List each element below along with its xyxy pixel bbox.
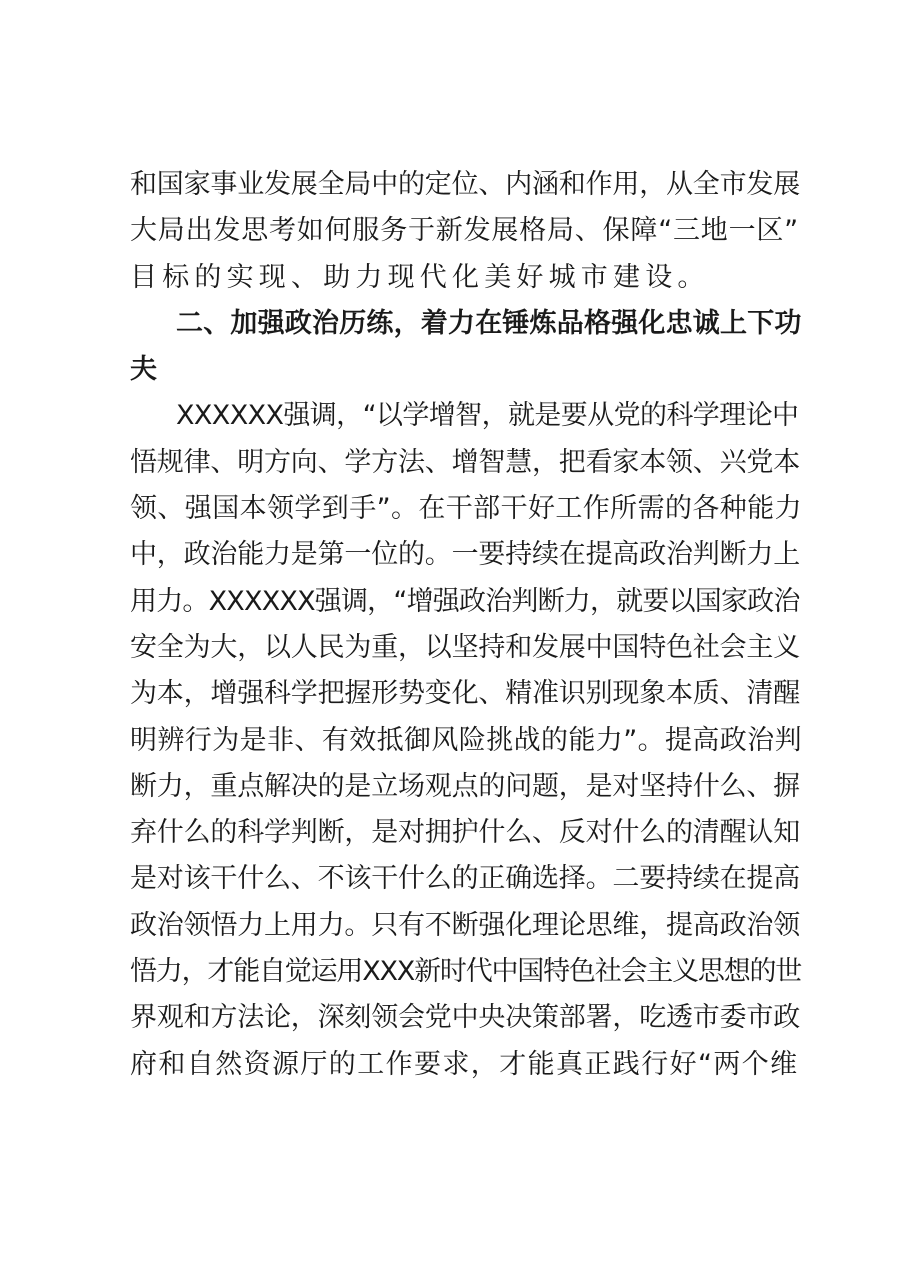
body-line: 用力。XXXXXX强调，“增强政治判断力，就要以国家政治 [130,585,800,617]
body-line: 府和自然资源厅的工作要求，才能真正践行好“两个维 [130,1048,799,1080]
body-line: 弃什么的科学判断，是对拥护什么、反对什么的清醒认知 [130,817,800,849]
paragraph-first-line: XXXXXX强调，“以学增智，就是要从党的科学理论中 [176,400,799,432]
section-heading-continued: 夫 [130,354,163,386]
body-line: 政治领悟力上用力。只有不断强化理论思维，提高政治领 [130,909,800,941]
body-line: 悟力，才能自觉运用XXX新时代中国特色社会主义思想的世 [130,956,802,988]
body-line: 和国家事业发展全局中的定位、内涵和作用，从全市发展 [130,169,800,200]
body-line: 中，政治能力是第一位的。一要持续在提高政治判断力上 [130,539,800,571]
body-line: 界观和方法论，深刻领会党中央决策部署，吃透市委市政 [130,1002,800,1034]
body-line: 领、强国本领学到手”。在干部干好工作所需的各种能力 [130,493,802,525]
body-line: 断力，重点解决的是立场观点的问题，是对坚持什么、摒 [130,770,800,802]
body-line: 悟规律、明方向、学方法、增智慧，把看家本领、兴党本 [130,446,800,478]
body-line: 大局出发思考如何服务于新发展格局、保障“三地一区” [130,215,799,247]
body-line: 目标的实现、助力现代化美好城市建设。 [130,261,710,293]
body-line: 安全为大，以人民为重，以坚持和发展中国特色社会主义 [130,631,800,663]
section-heading: 二、加强政治历练，着力在锤炼品格强化忠诚上下功 [176,307,802,339]
body-line: 为本，增强科学把握形势变化、精准识别现象本质、清醒 [130,678,800,710]
body-line: 明辨行为是非、有效抵御风险挑战的能力”。提高政治判 [130,724,802,756]
document-body [130,162,802,1088]
body-line: 是对该干什么、不该干什么的正确选择。二要持续在提高 [130,863,800,895]
